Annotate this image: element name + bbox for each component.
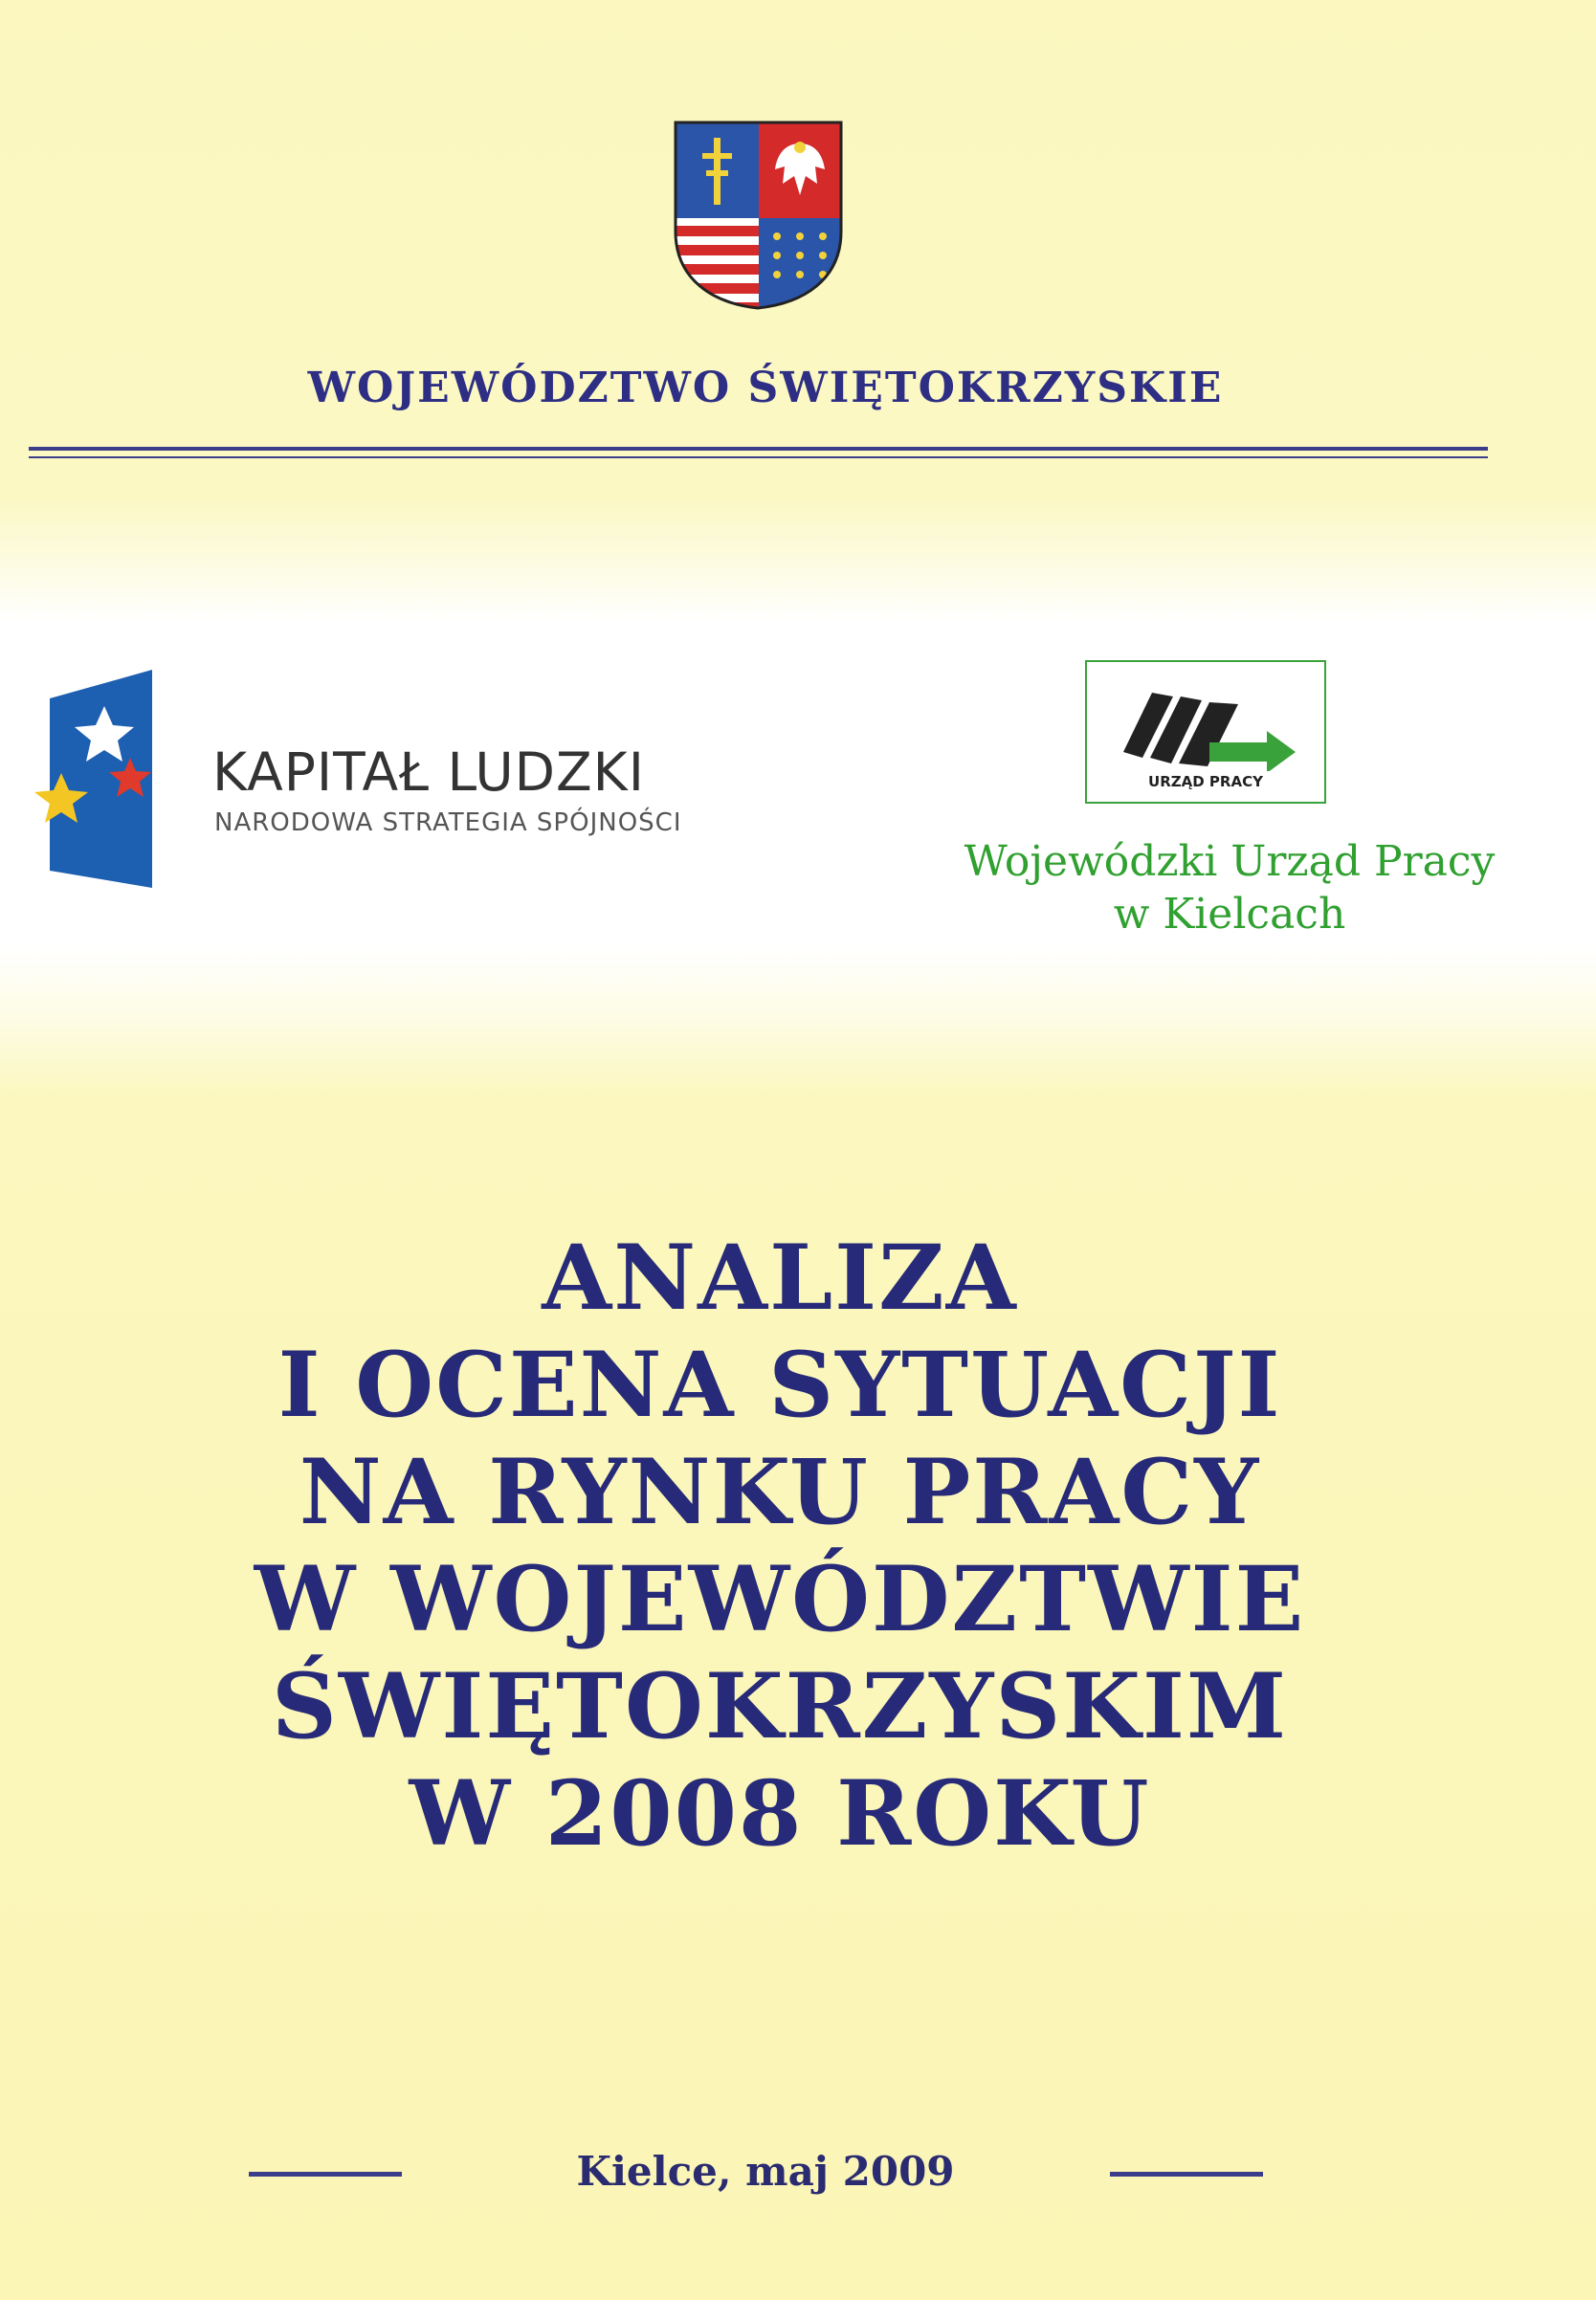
coat-of-arms-icon <box>670 117 847 313</box>
title-line: W WOJEWÓDZTWIE <box>254 1547 1306 1652</box>
title-line: NA RYNKU PRACY <box>299 1440 1261 1545</box>
urzad-pracy-logo <box>1085 660 1326 804</box>
region-title: WOJEWÓDZTWO ŚWIĘTOKRZYSKIE <box>307 364 1224 412</box>
place-date: Kielce, maj 2009 <box>576 2148 955 2195</box>
title-line: ANALIZA <box>542 1226 1018 1331</box>
header-rule-thin <box>29 456 1488 458</box>
title-line: ŚWIĘTOKRZYSKIM <box>271 1654 1289 1759</box>
urzad-pracy-arrow-icon <box>1114 675 1305 771</box>
footer-dash-right <box>1110 2172 1263 2177</box>
kapital-ludzki-title: KAPITAŁ LUDZKI <box>212 741 645 803</box>
kapital-ludzki-subtitle: NARODOWA STRATEGIA SPÓJNOŚCI <box>214 808 682 837</box>
report-title <box>0 1225 1560 1868</box>
wup-name-line1: Wojewódzki Urząd Pracy <box>964 837 1496 886</box>
urzad-pracy-label: URZĄD PRACY <box>1148 773 1263 790</box>
kapital-ludzki-logo-icon <box>23 670 157 888</box>
title-line: W 2008 ROKU <box>409 1761 1151 1867</box>
title-line: I OCENA SYTUACJI <box>277 1333 1282 1438</box>
header-rule <box>29 447 1488 451</box>
wup-name-line2: w Kielcach <box>1113 890 1346 939</box>
